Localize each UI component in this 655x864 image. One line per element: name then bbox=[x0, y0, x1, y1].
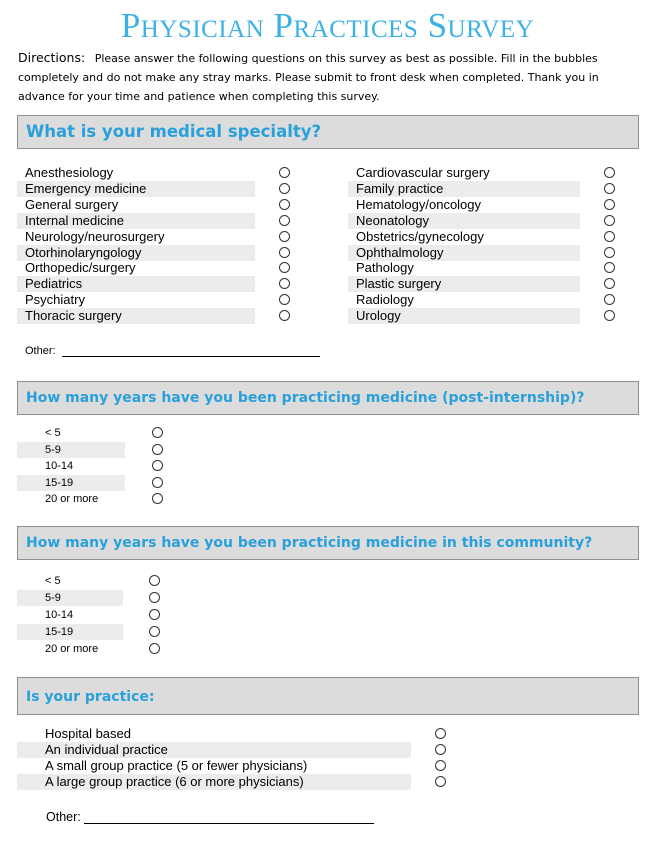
specialty-option-label: Pediatrics bbox=[17, 276, 255, 292]
specialty-option-radio[interactable] bbox=[279, 215, 290, 226]
q1-other-field[interactable] bbox=[62, 356, 320, 357]
specialty-option-radio[interactable] bbox=[279, 183, 290, 194]
specialty-option-label: Urology bbox=[348, 308, 580, 324]
years-community-option-label: 20 or more bbox=[45, 643, 99, 655]
specialty-option-radio[interactable] bbox=[604, 247, 615, 258]
years-practicing-option-radio[interactable] bbox=[152, 460, 163, 471]
years-practicing-option-label: 5-9 bbox=[17, 442, 125, 458]
specialty-option-label: General surgery bbox=[25, 196, 119, 212]
specialty-option-radio[interactable] bbox=[604, 183, 615, 194]
practice-type-option-label: A large group practice (6 or more physicians) bbox=[17, 774, 411, 790]
specialty-option-radio[interactable] bbox=[604, 167, 615, 178]
years-practicing-option-radio[interactable] bbox=[152, 493, 163, 504]
specialty-option-radio[interactable] bbox=[279, 247, 290, 258]
specialty-option-label: Hematology/oncology bbox=[356, 196, 482, 212]
specialty-option-radio[interactable] bbox=[604, 310, 615, 321]
years-community-option-radio[interactable] bbox=[149, 626, 160, 637]
q4-other-field[interactable] bbox=[84, 823, 374, 824]
specialty-option-label: Orthopedic/surgery bbox=[25, 260, 136, 276]
directions bbox=[18, 48, 643, 106]
practice-type-option-radio[interactable] bbox=[435, 776, 446, 787]
specialty-option-label: Anesthesiology bbox=[25, 165, 114, 180]
years-community-option-radio[interactable] bbox=[149, 592, 160, 603]
specialty-option-radio[interactable] bbox=[279, 294, 290, 305]
specialty-option-radio[interactable] bbox=[279, 199, 290, 210]
years-community-option-label: 15-19 bbox=[17, 624, 123, 640]
specialty-option-label: Thoracic surgery bbox=[17, 308, 255, 324]
q4-other-label: Other: bbox=[46, 810, 81, 824]
years-community-option-radio[interactable] bbox=[149, 609, 160, 620]
specialty-option-radio[interactable] bbox=[604, 278, 615, 289]
specialty-option-radio[interactable] bbox=[604, 199, 615, 210]
years-community-option-label: < 5 bbox=[45, 575, 61, 587]
specialty-option-label: Neurology/neurosurgery bbox=[25, 228, 165, 244]
specialty-option-label: Cardiovascular surgery bbox=[356, 165, 490, 180]
q4-heading: Is your practice: bbox=[17, 677, 639, 715]
specialty-option-label: Family practice bbox=[348, 181, 580, 197]
specialty-option-label: Pathology bbox=[356, 260, 414, 276]
specialty-option-radio[interactable] bbox=[604, 215, 615, 226]
directions-text: Please answer the following questions on this survey as best as possible. Fill in the bubbles completely and do not make any stray marks. Please submit to front desk when completed. Thank you in advance for your time and patience when completing this survey. bbox=[18, 52, 599, 103]
years-community-option-radio[interactable] bbox=[149, 643, 160, 654]
specialty-option-label: Neonatology bbox=[348, 213, 580, 229]
q1-other-label: Other: bbox=[25, 345, 56, 357]
q3-heading: How many years have you been practicing medicine in this community? bbox=[17, 526, 639, 560]
specialty-option-label: Internal medicine bbox=[17, 213, 255, 229]
specialty-option-label: Otorhinolaryngology bbox=[17, 245, 255, 261]
specialty-option-radio[interactable] bbox=[604, 294, 615, 305]
years-community-option-label: 10-14 bbox=[45, 609, 74, 621]
specialty-option-radio[interactable] bbox=[604, 262, 615, 273]
q2-heading: How many years have you been practicing medicine (post-internship)? bbox=[17, 381, 639, 415]
years-practicing-option-label: 20 or more bbox=[45, 493, 99, 505]
specialty-option-label: Radiology bbox=[356, 292, 414, 308]
years-practicing-option-label: 15-19 bbox=[17, 475, 125, 491]
specialty-option-label: Ophthalmology bbox=[348, 245, 580, 261]
specialty-option-label: Obstetrics/gynecology bbox=[356, 228, 484, 244]
years-practicing-option-radio[interactable] bbox=[152, 427, 163, 438]
specialty-option-radio[interactable] bbox=[279, 278, 290, 289]
years-practicing-option-label: 10-14 bbox=[45, 460, 74, 472]
specialty-option-label: Emergency medicine bbox=[17, 181, 255, 197]
specialty-option-radio[interactable] bbox=[279, 262, 290, 273]
directions-label: Directions: bbox=[18, 50, 86, 65]
specialty-option-radio[interactable] bbox=[279, 231, 290, 242]
practice-type-option-radio[interactable] bbox=[435, 728, 446, 739]
practice-type-option-label: An individual practice bbox=[17, 742, 411, 758]
years-practicing-option-label: < 5 bbox=[45, 427, 61, 439]
practice-type-option-radio[interactable] bbox=[435, 760, 446, 771]
years-practicing-option-radio[interactable] bbox=[152, 444, 163, 455]
practice-type-option-radio[interactable] bbox=[435, 744, 446, 755]
practice-type-option-label: A small group practice (5 or fewer physicians) bbox=[45, 758, 308, 773]
practice-type-option-label: Hospital based bbox=[45, 726, 131, 741]
q1-heading: What is your medical specialty? bbox=[17, 115, 639, 149]
specialty-option-label: Psychiatry bbox=[25, 292, 85, 308]
specialty-option-radio[interactable] bbox=[604, 231, 615, 242]
specialty-option-label: Plastic surgery bbox=[348, 276, 580, 292]
survey-title: Physician Practices Survey bbox=[120, 6, 535, 45]
specialty-option-radio[interactable] bbox=[279, 310, 290, 321]
years-community-option-radio[interactable] bbox=[149, 575, 160, 586]
years-community-option-label: 5-9 bbox=[17, 590, 123, 606]
specialty-option-radio[interactable] bbox=[279, 167, 290, 178]
years-practicing-option-radio[interactable] bbox=[152, 477, 163, 488]
